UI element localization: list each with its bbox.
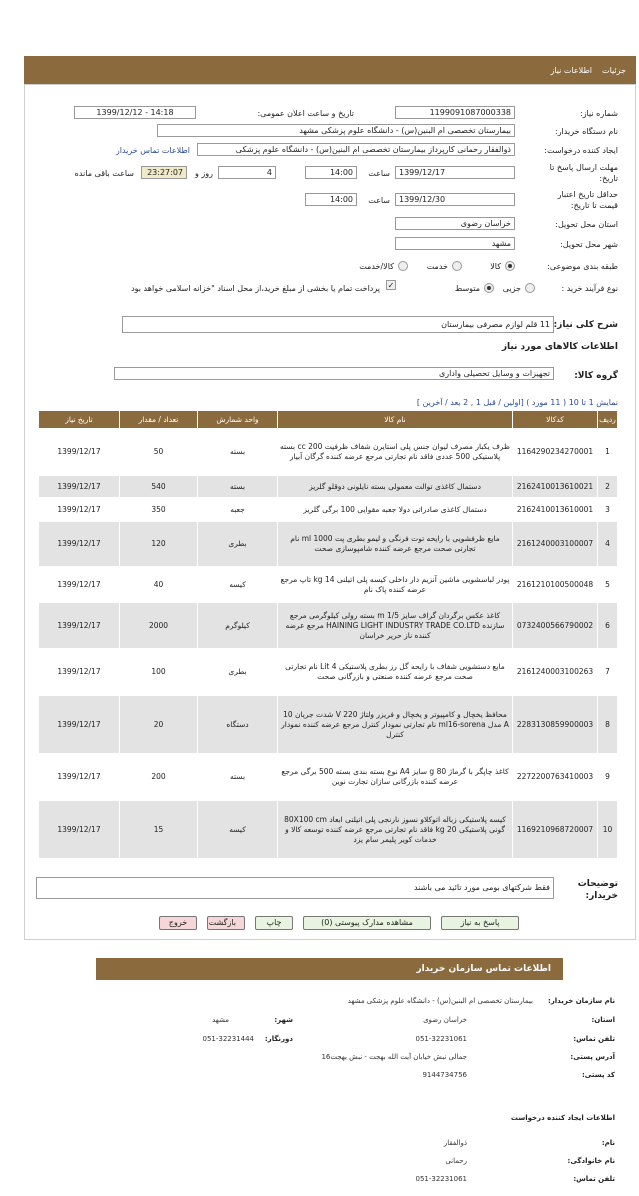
creator-phone-value: 051-32231061 [415, 1175, 467, 1183]
row-unit: بسته [198, 754, 278, 801]
announce-label: تاریخ و ساعت اعلان عمومی: [257, 109, 354, 118]
contact-section-header: اطلاعات تماس سازمان خریدار [96, 958, 563, 980]
row-index: 7 [598, 649, 618, 696]
contact-phone-label: تلفن تماس: [573, 1035, 615, 1043]
row-code: 2162410013610021 [513, 476, 598, 498]
contact-fax-value: 051-32231444 [202, 1035, 254, 1043]
contact-province-value: خراسان رضوی [423, 1016, 467, 1024]
validity-label: حداقل تاریخ اعتبار قیمت تا تاریخ: [557, 190, 618, 210]
top-nav-bar [24, 56, 636, 84]
goods-group-label: گروه کالا: [574, 371, 618, 381]
city-label: شهر محل تحویل: [560, 240, 618, 249]
row-date: 1399/12/17 [39, 429, 120, 476]
row-code: 2161210100500048 [513, 567, 598, 603]
creator-section-title: اطلاعات ایجاد کننده درخواست [510, 1114, 615, 1122]
row-name: ظرف یکبار مصرف لیوان جنس پلی استایرن شفاف ظرفیت 200 cc بسته پلاستیکی 500 عددی فاقد نام تجارتی مرجع عرضه کننده گرگان آبیار [278, 429, 513, 476]
table-row[interactable] [39, 567, 618, 603]
row-index: 4 [598, 522, 618, 567]
col-header: نام کالا [278, 411, 513, 429]
reply-button[interactable]: پاسخ به نیاز [441, 916, 519, 930]
creator-family-label: نام خانوادگی: [567, 1157, 615, 1165]
row-code: 1169210968720007 [513, 801, 598, 859]
row-unit: جعبه [198, 498, 278, 522]
row-unit: کیسه [198, 567, 278, 603]
row-unit: بطری [198, 522, 278, 567]
validity-time-field[interactable]: 14:00 [305, 193, 357, 206]
process-partial-label: جزیی [502, 284, 521, 293]
row-index: 5 [598, 567, 618, 603]
table-row[interactable] [39, 498, 618, 522]
buyer-label: نام دستگاه خریدار: [555, 127, 618, 136]
payment-checkbox[interactable]: ✓ [387, 281, 395, 290]
day-label: روز و [195, 169, 213, 178]
validity-time-label: ساعت [368, 196, 390, 205]
table-row[interactable] [39, 603, 618, 649]
table-row[interactable] [39, 476, 618, 498]
deadline-time-label: ساعت [368, 169, 390, 178]
contact-address-label: آدرس پستی: [570, 1053, 615, 1061]
category-goods-label: کالا [490, 262, 501, 271]
row-qty: 350 [120, 498, 198, 522]
creator-label: ایجاد کننده درخواست: [544, 146, 618, 155]
row-index: 6 [598, 603, 618, 649]
row-name: مایع ظرفشویی با رایحه توت فرنگی و لیمو بطری پت 1000 ml نام تجارتی صحت مرجع عرضه کننده شامپوسازی صحت [278, 522, 513, 567]
row-code: 0732400566790002 [513, 603, 598, 649]
creator-phone-label: تلفن تماس: [573, 1175, 615, 1183]
row-qty: 20 [120, 696, 198, 754]
row-qty: 100 [120, 649, 198, 696]
deadline-date-field[interactable]: 1399/12/17 [395, 166, 515, 179]
table-row[interactable] [39, 429, 618, 476]
row-qty: 40 [120, 567, 198, 603]
attachments-button[interactable]: مشاهده مدارک پیوستی (0) [303, 916, 431, 930]
need-number-label: شماره نیاز: [580, 109, 618, 118]
contact-province-label: استان: [591, 1016, 615, 1024]
row-name: دستمال کاغذی صادراتی دولا جعبه مقوایی 100 برگی گلریز [278, 498, 513, 522]
row-qty: 2000 [120, 603, 198, 649]
row-name: کیسه پلاستیکی زباله اتوکلاو نسوز نارنجی پلی اتیلنی ابعاد 80X100 cm گونی پلاستیکی 20 kg فاقد نام تجارتی مرجع عرضه کننده توسعه کالا و خدمات کویر پلیمر سام یزد [278, 801, 513, 859]
row-index: 9 [598, 754, 618, 801]
contact-city-label: شهر: [274, 1016, 293, 1024]
row-code: 2161240003100263 [513, 649, 598, 696]
col-header: تعداد / مقدار [120, 411, 198, 429]
category-service-label: خدمت [426, 262, 448, 271]
col-header: واحد شمارش [198, 411, 278, 429]
row-name: کاغذ عکس برگردان گراف سایز 1/5 m بسته رولی کیلوگرمی مرجع سازنده HAINING LIGHT INDUSTRY TRADE CO.LTD مرجع عرضه کننده ناز حریر خراسان [278, 603, 513, 649]
row-index: 3 [598, 498, 618, 522]
category-label: طبقه بندی موضوعی: [547, 262, 618, 271]
row-date: 1399/12/17 [39, 567, 120, 603]
summary-label: شرح کلی نیاز: [553, 320, 618, 330]
category-service-radio[interactable] [452, 261, 462, 271]
row-index: 1 [598, 429, 618, 476]
row-qty: 120 [120, 522, 198, 567]
process-label: نوع فرآیند خرید : [561, 284, 618, 293]
summary-field: 11 قلم لوازم مصرفی بیمارستان [122, 316, 554, 333]
remaining-time-field: 23:27:07 [141, 166, 187, 179]
print-button[interactable]: چاپ [255, 916, 293, 930]
contact-address-value: جمالی نبش خیابان آیت الله بهجت - نبش بهجت16 [321, 1053, 467, 1061]
row-unit: کیسه [198, 801, 278, 859]
creator-name-label: نام: [601, 1139, 615, 1147]
days-field: 4 [218, 166, 276, 179]
row-index: 8 [598, 696, 618, 754]
process-medium-radio[interactable] [484, 283, 494, 293]
row-name: کاغذ چاپگر با گرماژ 80 g سایز A4 نوع بسته بندی بسته 500 برگی مرجع عرضه کننده بازرگانی سازان تجارت نوین [278, 754, 513, 801]
payment-note: پرداخت تمام یا بخشی از مبلغ خرید،از محل اسناد "خزانه اسلامی خواهد بود [131, 284, 380, 293]
table-row[interactable] [39, 754, 618, 801]
contact-postal-value: 9144734756 [422, 1071, 467, 1079]
province-label: استان محل تحویل: [555, 220, 618, 229]
buyer-contact-link[interactable]: اطلاعات تماس خریدار [115, 146, 190, 155]
creator-name-value: ذوالفقار [443, 1139, 467, 1147]
creator-family-value: رحمانی [445, 1157, 467, 1165]
row-name: مایع دستشویی شفاف با رایحه گل رز بطری پلاستیکی 4 Lit نام تجارتی صحت مرجع عرضه کننده صنعتی و بازرگانی صحت [278, 649, 513, 696]
category-both-label: کالا/خدمت [359, 262, 394, 271]
row-unit: بسته [198, 429, 278, 476]
row-code: 2283130859900003 [513, 696, 598, 754]
row-date: 1399/12/17 [39, 754, 120, 801]
row-code: 2161240003100007 [513, 522, 598, 567]
buyer-field: بیمارستان تخصصی ام البنین(س) - دانشگاه علوم پزشکی مشهد [157, 124, 515, 137]
goods-section-title: اطلاعات کالاهای مورد نیاز [501, 342, 618, 352]
row-date: 1399/12/17 [39, 522, 120, 567]
row-date: 1399/12/17 [39, 498, 120, 522]
row-qty: 50 [120, 429, 198, 476]
action-buttons [159, 916, 519, 930]
nav-need-info[interactable]: اطلاعات نیاز [550, 65, 593, 75]
table-row[interactable] [39, 696, 618, 754]
category-both-radio[interactable] [398, 261, 408, 271]
row-qty: 540 [120, 476, 198, 498]
table-header-row [39, 411, 618, 429]
row-qty: 200 [120, 754, 198, 801]
deadline-label: مهلت ارسال پاسخ تا تاریخ: [549, 163, 618, 183]
process-medium-label: متوسط [454, 284, 480, 293]
contact-org-label: نام سازمان خریدار: [547, 997, 615, 1005]
row-date: 1399/12/17 [39, 801, 120, 859]
announce-field: 1399/12/12 - 14:18 [74, 106, 196, 119]
contact-fax-label: دورنگار: [264, 1035, 293, 1043]
remaining-label: ساعت باقی مانده [74, 169, 134, 178]
row-name: محافظ یخچال و کامپیوتر و یخچال و فریزر ولتاژ 220 V شدت جریان 10 A مدل ml16-sorena نام تجارتی نمودار کنترل مرجع عرضه کننده نمودار کنترل [278, 696, 513, 754]
items-table [38, 410, 618, 859]
deadline-time-field[interactable]: 14:00 [305, 166, 357, 179]
row-code: 2162410013610001 [513, 498, 598, 522]
row-unit: بسته [198, 476, 278, 498]
buyer-notes-label: توضیحات خریدار: [577, 879, 618, 901]
col-header: کدکالا [513, 411, 598, 429]
province-field: خراسان رضوی [395, 217, 515, 230]
row-date: 1399/12/17 [39, 649, 120, 696]
row-name: دستمال کاغذی توالت معمولی بسته نایلونی دوقلو گلریز [278, 476, 513, 498]
goods-group-field: تجهیزات و وسایل تحصیلی واداری [114, 367, 554, 380]
col-header: تاریخ نیاز [39, 411, 120, 429]
row-qty: 15 [120, 801, 198, 859]
col-header: ردیف [598, 411, 618, 429]
validity-date-field[interactable]: 1399/12/30 [395, 193, 515, 206]
contact-postal-label: کد پستی: [581, 1071, 615, 1079]
row-index: 10 [598, 801, 618, 859]
exit-button[interactable]: خروج [159, 916, 197, 930]
table-row[interactable] [39, 522, 618, 567]
contact-phone-value: 051-32231061 [415, 1035, 467, 1043]
row-code: 1164290234270001 [513, 429, 598, 476]
row-date: 1399/12/17 [39, 603, 120, 649]
table-row[interactable] [39, 649, 618, 696]
row-name: پودر لباسشویی ماشین آنزیم دار داخلی کیسه پلی اتیلنی 14 kg تاپ مرجع عرضه کننده پاک نام [278, 567, 513, 603]
process-partial-radio[interactable] [525, 283, 535, 293]
nav-details[interactable]: جزئیات [602, 65, 626, 75]
row-unit: کیلوگرم [198, 603, 278, 649]
contact-org-value: بیمارستان تخصصی ام البنین(س) - دانشگاه علوم پزشکی مشهد [347, 997, 533, 1005]
buyer-notes-field: فقط شرکتهای بومی مورد تائید می باشند [36, 877, 554, 899]
need-number-field: 1199091087000338 [395, 106, 515, 119]
back-button[interactable]: بازگشت [207, 916, 245, 930]
row-unit: بطری [198, 649, 278, 696]
row-index: 2 [598, 476, 618, 498]
category-goods-radio[interactable] [505, 261, 515, 271]
row-date: 1399/12/17 [39, 696, 120, 754]
row-date: 1399/12/17 [39, 476, 120, 498]
row-unit: دستگاه [198, 696, 278, 754]
pagination[interactable]: نمایش 1 تا 10 ( 11 مورد ) [اولین / قبل 1 , 2 بعد / آخرین ] [416, 398, 618, 407]
city-field: مشهد [395, 237, 515, 250]
contact-city-value: مشهد [212, 1016, 229, 1024]
table-row[interactable] [39, 801, 618, 859]
row-code: 2272200763410003 [513, 754, 598, 801]
creator-field: ذوالفقار رحمانی کارپرداز بیمارستان تخصصی ام البنین(س) - دانشگاه علوم پزشکی [197, 143, 515, 156]
